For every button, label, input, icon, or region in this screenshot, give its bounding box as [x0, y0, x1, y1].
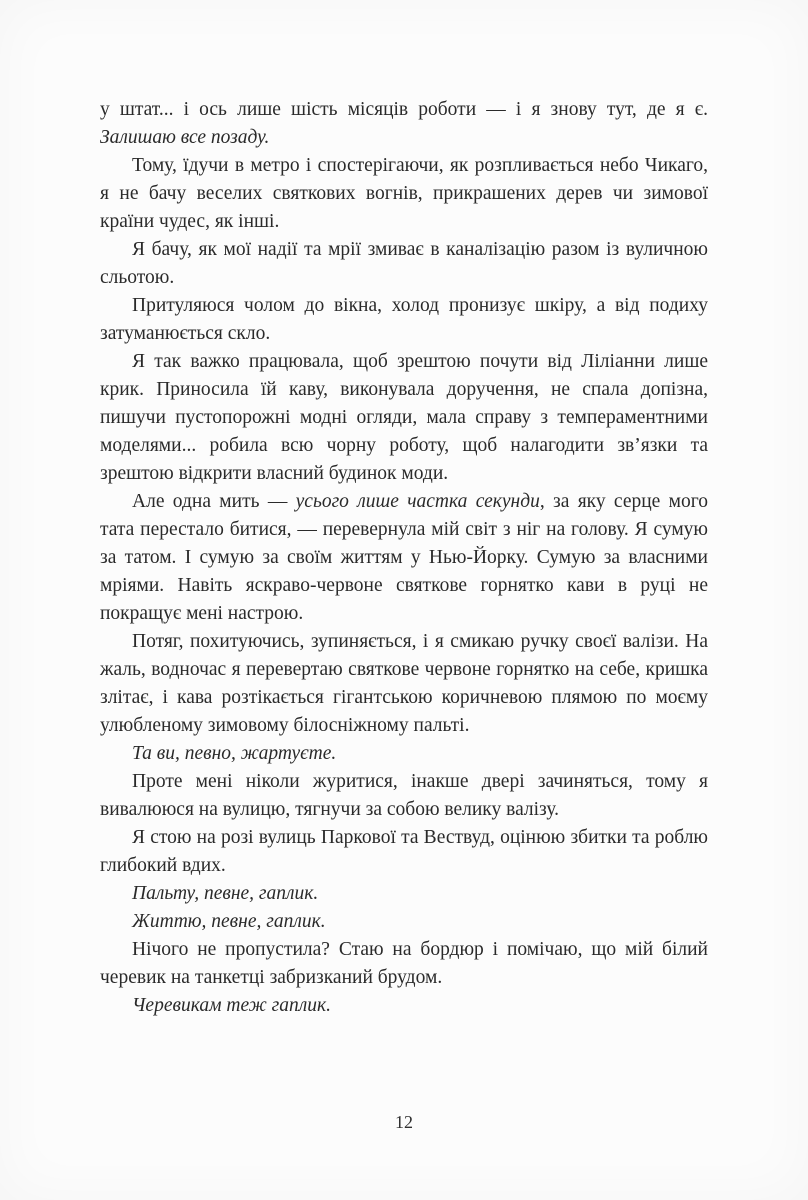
- italic-text-run: Та ви, певно, жартуєте.: [132, 743, 337, 764]
- paragraph: [100, 824, 708, 880]
- paragraph: [100, 740, 708, 768]
- italic-text-run: Життю, певне, гаплик.: [132, 911, 326, 932]
- text-run: Проте мені ніколи журитися, інакше двері зачиняться, тому я вивалююся на вулицю, тягнучи за собою велику валізу.: [100, 771, 708, 820]
- paragraph: [100, 880, 708, 908]
- text-run: Я бачу, як мої надії та мрії змиває в каналізацію разом із вуличною сльотою.: [100, 239, 708, 288]
- paragraph: [100, 488, 708, 628]
- text-run: Я так важко працювала, щоб зрештою почути від Ліліанни лише крик. Приносила їй каву, виконувала доручення, не спала допізна, пишучи пустопорожні модні огляди, мала справу з темпераментними моделями... робила всю чорну роботу, щоб налагодити зв’язки та зрештою відкрити власний будинок моди.: [100, 351, 708, 484]
- text-run: у штат... і ось лише шість місяців роботи — і я знову тут, де я є.: [100, 99, 708, 120]
- paragraph: [100, 348, 708, 488]
- page-number: 12: [395, 1112, 413, 1132]
- paragraph: [100, 628, 708, 740]
- page-text: [100, 96, 708, 1020]
- text-run: Я стою на розі вулиць Паркової та Вествуд, оцінюю збитки та роблю глибокий вдих.: [100, 827, 708, 876]
- italic-text-run: Черевикам теж гаплик.: [132, 995, 332, 1016]
- paragraph: [100, 292, 708, 348]
- italic-text-run: Залишаю все позаду.: [100, 127, 270, 148]
- paragraph: [100, 992, 708, 1020]
- text-run: Притуляюся чолом до вікна, холод пронизує шкіру, а від подиху затуманюється скло.: [100, 295, 708, 344]
- paragraph: [100, 96, 708, 152]
- text-run: Але одна мить —: [132, 491, 296, 512]
- text-run: Потяг, похитуючись, зупиняється, і я смикаю ручку своєї валізи. На жаль, водночас я перевертаю святкове червоне горнятко на себе, кришка злітає, і кава розтікається гігантською коричневою плямою по моєму улюбленому зимовому білосніжному пальті.: [100, 631, 708, 736]
- italic-text-run: Пальту, певне, гаплик.: [132, 883, 319, 904]
- text-run: , за яку серце мого тата перестало битися, — перевернула мій світ з ніг на голову. Я сумую за татом. І сумую за своїм життям у Нью-Йорку. Сумую за власними мріями. Навіть яскраво-червоне святкове горнятко кави в руці не покращує мені настрою.: [100, 491, 708, 624]
- paragraph: [100, 236, 708, 292]
- paragraph: [100, 908, 708, 936]
- text-run: Нічого не пропустила? Стаю на бордюр і помічаю, що мій білий черевик на танкетці забризканий брудом.: [100, 939, 708, 988]
- paragraph: [100, 152, 708, 236]
- paragraph: [100, 936, 708, 992]
- paragraph: [100, 768, 708, 824]
- italic-text-run: усього лише частка секунди: [295, 491, 540, 512]
- text-run: Тому, їдучи в метро і спостерігаючи, як розпливається небо Чикаго, я не бачу веселих святкових вогнів, прикрашених дерев чи зимової країни чудес, як інші.: [100, 155, 708, 232]
